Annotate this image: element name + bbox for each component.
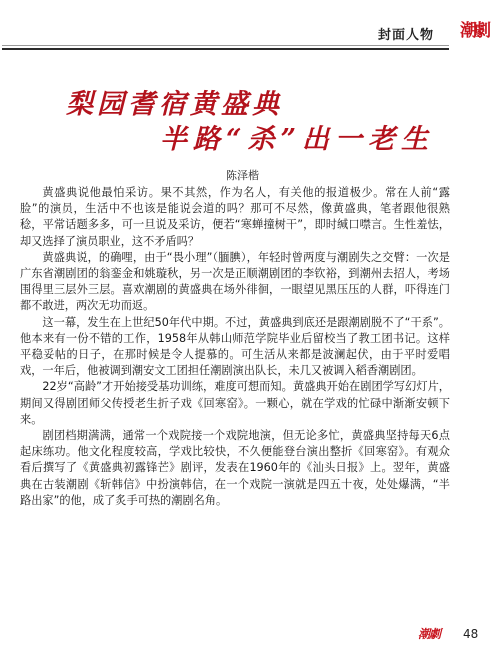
header-divider xyxy=(2,48,449,50)
magazine-seal-logo: 潮劇 xyxy=(460,21,488,41)
paragraph: 黄盛典说他最怕采访。果不其然，作为名人，有关他的报道极少。常在人前“露脸”的演员，生活中不也该是能说会道的吗？那可不尽然，像黄盛典，笔者跟他很熟稔，平常话题多多，可一旦说及采访，便若“寒蝉撞树干”，即时缄口噤言。生性羞怯，却又选择了演员职业，这不矛盾吗？ xyxy=(20,186,450,248)
footer-magazine-logo: 潮劇 xyxy=(418,627,441,641)
article-title-line-1: 梨园耆宿黄盛典 xyxy=(66,89,283,120)
paragraph: 这一幕，发生在上世纪50年代中期。不过，黄盛典到底还是跟潮剧脱不了“干系”。他本来有一份不错的工作，1958年从韩山师范学院毕业后留校当了教工团书记。这样平稳妥帖的日子，在那时候是令人提慕的。可生活从来都是波澜起伏，由于平时爱唱戏，一年后，他被调到潮安文工团担任潮剧演出队长，未几又被调入稻香潮剧团。 xyxy=(20,315,450,378)
article-title-line-2: 半路“杀”出一老生 xyxy=(160,124,435,155)
paragraph: 22岁“高龄”才开始接受基功训练，难度可想而知。黄盛典开始在剧团学写幻灯片，期间又得剧团师父传授老生折子戏《回寒窑》。一颗心，就在学戏的忙碌中渐渐安顿下来。 xyxy=(20,380,450,426)
article-body xyxy=(20,185,450,509)
paragraph: 剧团档期满满，通常一个戏院接一个戏院地演，但无论多忙，黄盛典坚持每天6点起床练功。他文化程度较高，学戏比较快，不久便能登台演出整折《回寒窑》。有观众看后撰写了《黄盛典初露锋芒》剧评，发表在1960年的《汕头日报》上。翌年，黄盛典在古装潮剧《斩韩信》中扮演韩信，在一个戏院一演就是四五十夜，处处爆满，“半路出家”的他，成了炙手可热的潮剧名角。 xyxy=(20,429,450,507)
paragraph: 黄盛典说，的确哩，由于“畏小理”（腼腆），年轻时曾两度与潮剧失之交臂：一次是广东省潮剧团的翁銮金和姚璇秋，另一次是正顺潮剧团的李钦裕，到潮州去招人，考场围得里三层外三层。喜欢潮剧的黄盛典在场外徘徊，一眼望见黑压压的人群，吓得连门都不敢进，两次无功而返。 xyxy=(20,250,450,313)
page-number: 48 xyxy=(463,627,479,641)
article-author: 陈泽楷 xyxy=(226,169,259,182)
section-label: 封面人物 xyxy=(378,28,435,43)
